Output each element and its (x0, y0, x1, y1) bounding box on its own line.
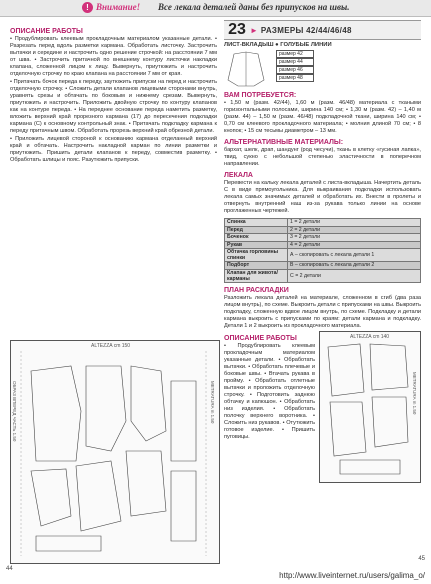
model-header (224, 20, 421, 40)
banner-text: Все лекала деталей даны без припусков на швы. (158, 2, 350, 12)
size-box-46: размер 46 (276, 66, 314, 74)
table-row: Спинка 1 = 2 детали (225, 219, 421, 227)
right-diagram-side-label: METRATURA m 1.50 (412, 371, 417, 414)
left-paragraph-3: • Приложить лицевой стороной к основанию кармана отделанный верхний край и обтачать. Настрочить накладной карман по линии разметки и приутюжить. Пришить детали клапанов к переду, совместив разметку. • Обработать шлицы и пояс. Разутюжить припуски. (10, 136, 217, 163)
banner-warning: Внимание! (96, 2, 141, 12)
table-row: Подборт В – скопировать с лекала детали 2 (225, 262, 421, 270)
size-legend (224, 50, 421, 88)
work-text-block (224, 331, 315, 483)
size-box-48: размер 48 (276, 74, 314, 82)
size-box-44: размер 44 (276, 58, 314, 66)
table-row: Обтачка горловины спинки А – скопировать с лекала детали 1 (225, 249, 421, 262)
table-row: Перед 2 = 2 детали (225, 226, 421, 234)
table-row: Клапан для живота/карманы С = 2 детали (225, 269, 421, 282)
left-layout-drawing (11, 341, 219, 563)
arrow-icon: ► (250, 25, 258, 35)
model-sizes: РАЗМЕРЫ 42/44/46/48 (260, 25, 352, 35)
you-need-heading: ВАМ ПОТРЕБУЕТСЯ: (224, 92, 297, 99)
left-paragraph-1: • Продублировать клеевым прокладочным материалом указанные детали. • Разрезать перед вдоль разметки кармана. Обработать листочку. Застрочить вытачки и середине и настрочить одно решение строчкой: на расстоянии 7 мм от шва. • Застрочить притачной по внешнему контуру листочки накладки клапана, сложенной лицом к лицу. Вывернуть, приутюжить и настрочить отделочную строчку по краю клапана на расстоянии 7 мм от края. (10, 36, 217, 77)
size-box-42: размер 42 (276, 50, 314, 58)
pattern-text: Перевести на кальку лекала деталей с листа-вкладыша. Начертить деталь С в виде прямоугольника. Для выкраивания подкладки использовать лекала самых значимых деталей и обработать их. Внести в пролеты и отвернуть внутренний наш из-за рукава только линии на основе проглаженных чертежей. (224, 180, 421, 214)
table-row: Рукав 4 = 2 детали (225, 241, 421, 249)
sheet-label: ЛИСТ-ВКЛАДЫШ ● ГОЛУБЫЕ ЛИНИИ (224, 42, 332, 48)
left-diagram-side-label: ОБРАЗ ВПЕРЕД ЧАСТЬ 1.50 (12, 381, 17, 442)
left-heading: ОПИСАНИЕ РАБОТЫ (10, 28, 83, 35)
work-heading: ОПИСАНИЕ РАБОТЫ (224, 334, 297, 342)
work-text: • Продублировать клеевым прокладочным материалом указанные детали. • Обработать вытачки. • Обработать плечевые и боковые швы. • Втачать рукава в пройму. • Обработать отлетные вытачки и проложить отделочную строчку. • Подготовить заднюю обтачку и капюшон. • Обработать низ изделия. • Обработать полочку верхнего воротника. • Сложить низ рукавов. • Отутюжить готовое изделие. • Пришить пуговицы. (224, 342, 315, 440)
right-layout-diagram (319, 331, 421, 483)
left-column (10, 24, 217, 165)
left-layout-diagram (10, 340, 220, 564)
pattern-heading: ЛЕКАЛА (224, 172, 253, 179)
work-section (224, 331, 421, 483)
page-number-left: 44 (6, 566, 13, 572)
left-diagram-top-label: ALTEZZA cm 150 (91, 343, 131, 349)
parts-table (224, 218, 421, 283)
model-number: 23 (228, 21, 246, 38)
right-column (224, 20, 421, 483)
page-number-right: 45 (418, 556, 425, 562)
you-need-text: • 1,50 м (разм. 42/44), 1,60 м (разм. 46/48) материала с ткаными горизонтальными полосами, ширина 140 см; • 1,30 м (разм. 42) – 1,40 м (разм. 44) – 1,50 м (разм. 46/48) подкладочной ткани, ширина 140 см; • 0,70 см клеевого прокладочного материала; • молния длиной 70 см; • 8 кнопок; • 15 см тесьмы диаметром – 13 мм. (224, 100, 421, 134)
table-row: Боченок 3 = 2 детали (225, 234, 421, 242)
left-diagram-right-label: METRATURA m 1.50 (210, 381, 215, 424)
right-layout-drawing (320, 332, 420, 482)
layout-heading: ПЛАН РАСКЛАДКИ (224, 286, 289, 294)
alt-materials-heading: АЛЬТЕРНАТИВНЫЕ МАТЕРИАЛЫ: (224, 139, 344, 146)
top-banner (0, 0, 431, 17)
layout-text: Разложить лекала деталей на материале, сложенном в сгиб (два раза лицом внутрь), по схеме. Выкроить детали с припусками на швы. Выкроить подкладку, сложенную вдвое лицом внутрь, по схеме. Подкладку и детали кармана выкроить с припусками по краям: детали кармана и подкладку. Детали 1 и 2 выкроить из прокладочного материала. (224, 294, 421, 329)
alt-materials-text: бархат, шелк, драп, шандунг (род чесучи), ткань в клетку «гусиная лапка», твид, сукно с небольшой степенью эластичности в поперечном направлении. (224, 147, 421, 167)
warning-icon: ! (82, 2, 93, 13)
footer (0, 568, 431, 584)
left-paragraph-2: • Притачать бочок переда к переду, заутюжить припуски на перед и настрочить отделочную строчку. • Сложить детали клапанов лицевыми сторонами внутрь, уравнять срезы и обтачать по боковым и нижнему срезам. Вывернуть, приутюжить и настрочить. Приложить двойную строчку по контуру клапанов как на контуре переда. • На переднее основание переда наметить разметку, вложить верхний край прорезного кармана (17) до пересечения подкладки кармана (С) к основному контрольный знак. • Притачать подкладку кармана к переду притачным швом. Обработать прорезь верхний край обрезной детали. (10, 79, 217, 134)
source-link[interactable]: http://www.liveinternet.ru/users/galima_o/ (279, 571, 425, 580)
right-diagram-top-label: ALTEZZA cm 140 (350, 333, 390, 340)
jacket-thumbnail (224, 50, 272, 88)
